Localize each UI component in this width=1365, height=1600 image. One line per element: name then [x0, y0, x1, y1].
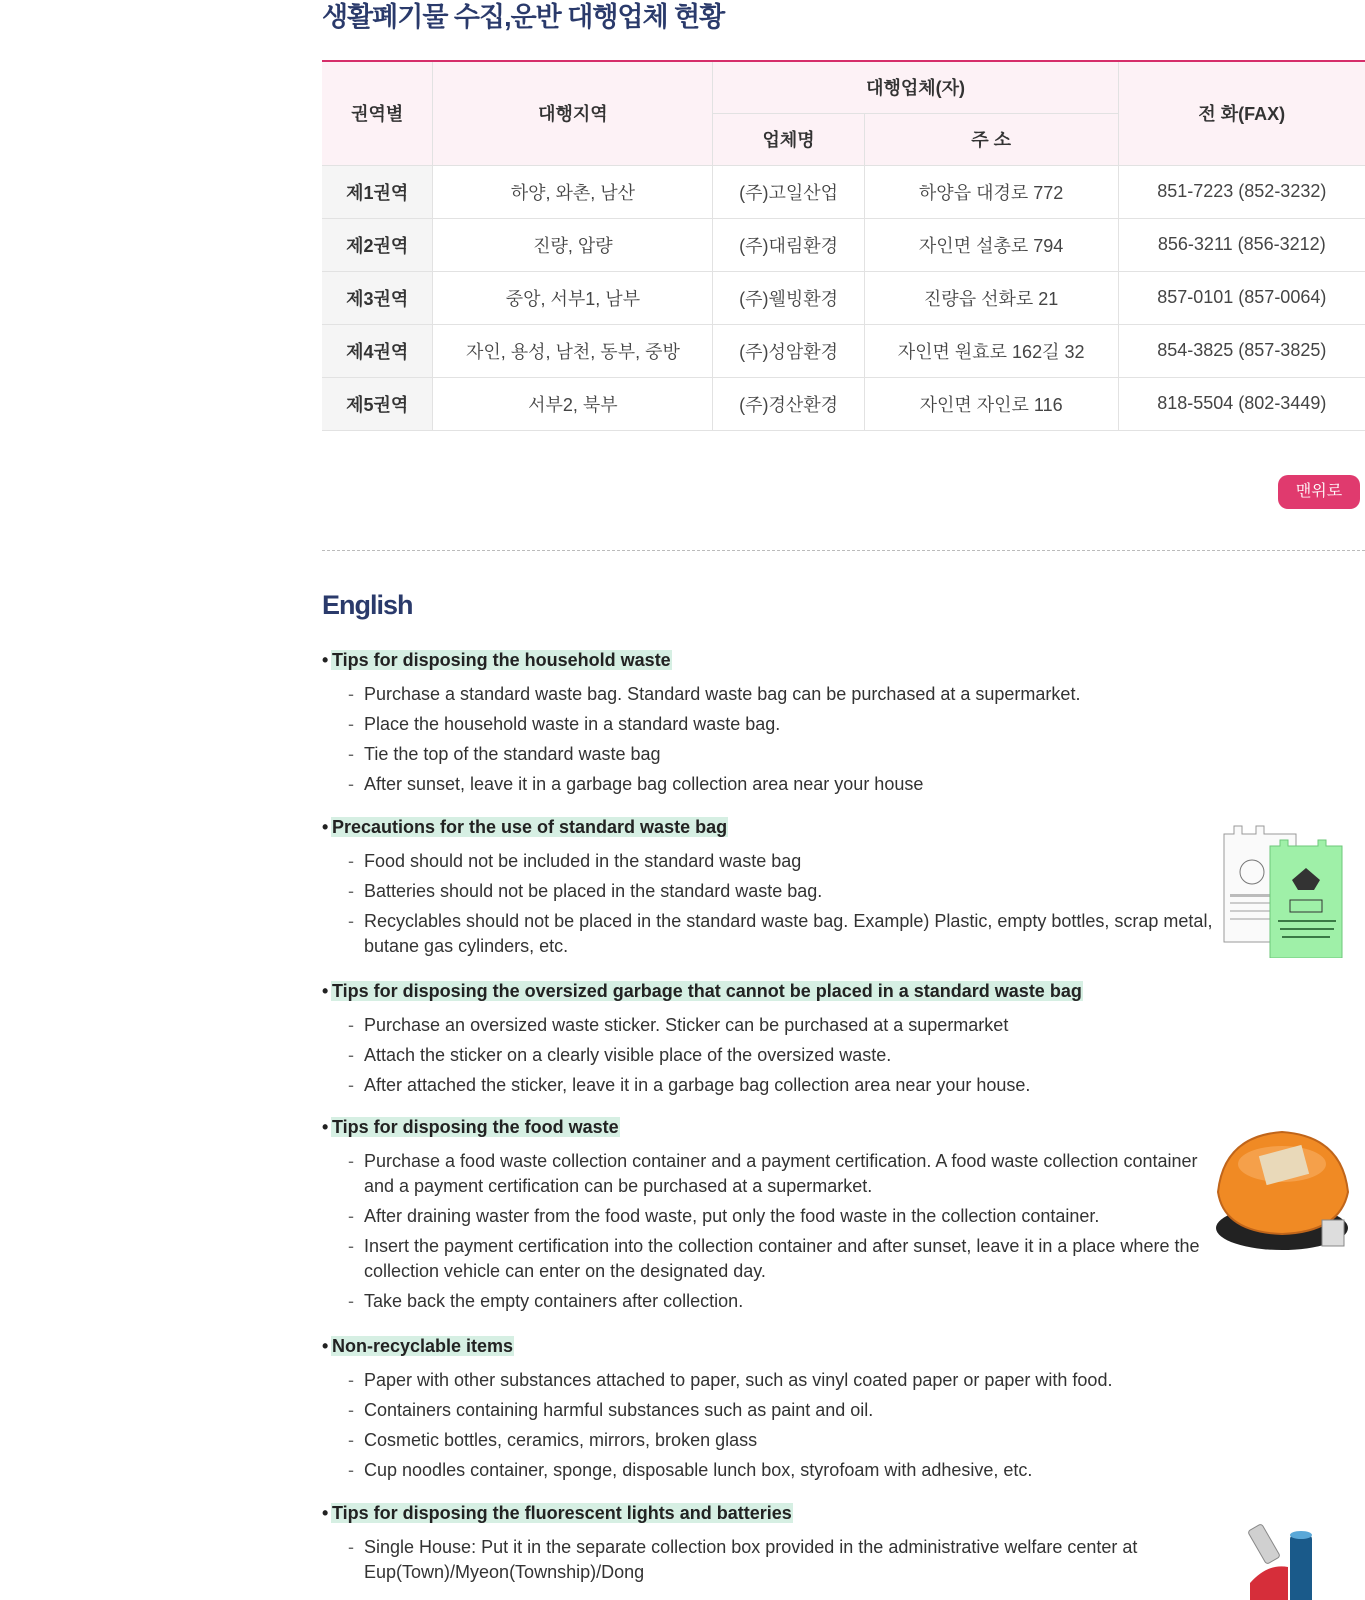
- list-item: - Purchase a standard waste bag. Standard waste bag can be purchased at a supermarket.: [322, 682, 1222, 707]
- cell-address: 하양읍 대경로 772: [864, 165, 1118, 218]
- list-item: - Place the household waste in a standard waste bag.: [322, 712, 1222, 737]
- cell-vendor-name: (주)경산환경: [713, 377, 864, 430]
- cell-region: 제1권역: [322, 165, 433, 218]
- batteries-image: [1248, 1505, 1338, 1600]
- cell-vendor-name: (주)대림환경: [713, 218, 864, 271]
- list-item: - Batteries should not be placed in the standard waste bag.: [322, 879, 1222, 904]
- vendor-table: [322, 60, 1365, 431]
- section-divider: [322, 550, 1365, 551]
- cell-area: 진량, 압량: [433, 218, 713, 271]
- cell-vendor-name: (주)웰빙환경: [713, 271, 864, 324]
- header-area: 대행지역: [433, 61, 713, 165]
- cell-region: 제3권역: [322, 271, 433, 324]
- cell-area: 하양, 와촌, 남산: [433, 165, 713, 218]
- cell-phone: 854-3825 (857-3825): [1118, 324, 1365, 377]
- header-vendor-group: 대행업체(자): [713, 61, 1118, 113]
- list-item: - Insert the payment certification into the collection container and after sunset, leave it in a place where the collection vehicle can enter on the designated day.: [322, 1234, 1222, 1284]
- precautions-section: [322, 815, 1222, 964]
- cell-address: 자인면 원효로 162길 32: [864, 324, 1118, 377]
- list-item: - After attached the sticker, leave it in a garbage bag collection area near your house.: [322, 1073, 1222, 1098]
- list-item: - After draining waster from the food waste, put only the food waste in the collection container.: [322, 1204, 1222, 1229]
- cell-address: 자인면 설총로 794: [864, 218, 1118, 271]
- cell-phone: 818-5504 (802-3449): [1118, 377, 1365, 430]
- list-item: - Cup noodles container, sponge, disposable lunch box, styrofoam with adhesive, etc.: [322, 1458, 1222, 1483]
- list-item: - Single House: Put it in the separate collection box provided in the administrative welfare center at Eup(Town)/Myeon(Township)/Dong: [322, 1535, 1222, 1585]
- cell-region: 제2권역: [322, 218, 433, 271]
- non-recyclable-section: [322, 1334, 1222, 1488]
- section-heading: • Non-recyclable items: [322, 1334, 1222, 1358]
- cell-phone: 856-3211 (856-3212): [1118, 218, 1365, 271]
- list-item: - Purchase an oversized waste sticker. Sticker can be purchased at a supermarket: [322, 1013, 1222, 1038]
- list-item: - Containers containing harmful substances such as paint and oil.: [322, 1398, 1222, 1423]
- section-heading: • Tips for disposing the household waste: [322, 648, 1222, 672]
- list-item: - Attach the sticker on a clearly visible place of the oversized waste.: [322, 1043, 1222, 1068]
- cell-area: 중앙, 서부1, 남부: [433, 271, 713, 324]
- table-row: [322, 324, 1365, 377]
- section-heading: • Tips for disposing the food waste: [322, 1115, 1222, 1139]
- cell-vendor-name: (주)성암환경: [713, 324, 864, 377]
- food-waste-section: [322, 1115, 1222, 1319]
- table-row: [322, 165, 1365, 218]
- list-item: - Food should not be included in the standard waste bag: [322, 849, 1222, 874]
- cell-area: 서부2, 북부: [433, 377, 713, 430]
- cell-address: 자인면 자인로 116: [864, 377, 1118, 430]
- cell-area: 자인, 용성, 남천, 동부, 중방: [433, 324, 713, 377]
- list-item: - Tie the top of the standard waste bag: [322, 742, 1222, 767]
- table-row: [322, 271, 1365, 324]
- cell-vendor-name: (주)고일산업: [713, 165, 864, 218]
- list-item: - After sunset, leave it in a garbage bag collection area near your house: [322, 772, 1222, 797]
- page-title: 생활폐기물 수집,운반 대행업체 현황: [322, 2, 725, 32]
- section-heading: • Precautions for the use of standard waste bag: [322, 815, 1222, 839]
- cell-phone: 851-7223 (852-3232): [1118, 165, 1365, 218]
- list-item: - Purchase a food waste collection container and a payment certification. A food waste collection container and a payment certification can be purchased at a supermarket.: [322, 1149, 1222, 1199]
- cell-region: 제5권역: [322, 377, 433, 430]
- section-heading: • Tips for disposing the fluorescent lights and batteries: [322, 1501, 1222, 1525]
- list-item: - Paper with other substances attached to paper, such as vinyl coated paper or paper with food.: [322, 1368, 1222, 1393]
- standard-waste-bag-image: [1222, 824, 1344, 958]
- english-section-title: English: [322, 590, 413, 620]
- oversized-garbage-section: [322, 979, 1222, 1103]
- header-phone: 전 화(FAX): [1118, 61, 1365, 165]
- tips-household-section: [322, 648, 1222, 802]
- cell-address: 진량읍 선화로 21: [864, 271, 1118, 324]
- cell-phone: 857-0101 (857-0064): [1118, 271, 1365, 324]
- table-row: [322, 377, 1365, 430]
- cell-region: 제4권역: [322, 324, 433, 377]
- green-bag-icon: [1270, 840, 1342, 958]
- back-to-top-button[interactable]: 맨위로: [1278, 475, 1360, 509]
- list-item: - Take back the empty containers after collection.: [322, 1289, 1222, 1314]
- section-heading: • Tips for disposing the oversized garbage that cannot be placed in a standard waste bag: [322, 979, 1222, 1003]
- header-address: 주 소: [864, 113, 1118, 165]
- header-vendor-name: 업체명: [713, 113, 864, 165]
- header-region: 권역별: [322, 61, 433, 165]
- list-item: - Cosmetic bottles, ceramics, mirrors, broken glass: [322, 1428, 1222, 1453]
- fluorescent-batteries-section: [322, 1501, 1222, 1590]
- table-row: [322, 218, 1365, 271]
- list-item: - Recyclables should not be placed in the standard waste bag. Example) Plastic, empty bottles, scrap metal, butane gas cylinders, etc.: [322, 909, 1222, 959]
- food-waste-container-image: [1210, 1128, 1360, 1266]
